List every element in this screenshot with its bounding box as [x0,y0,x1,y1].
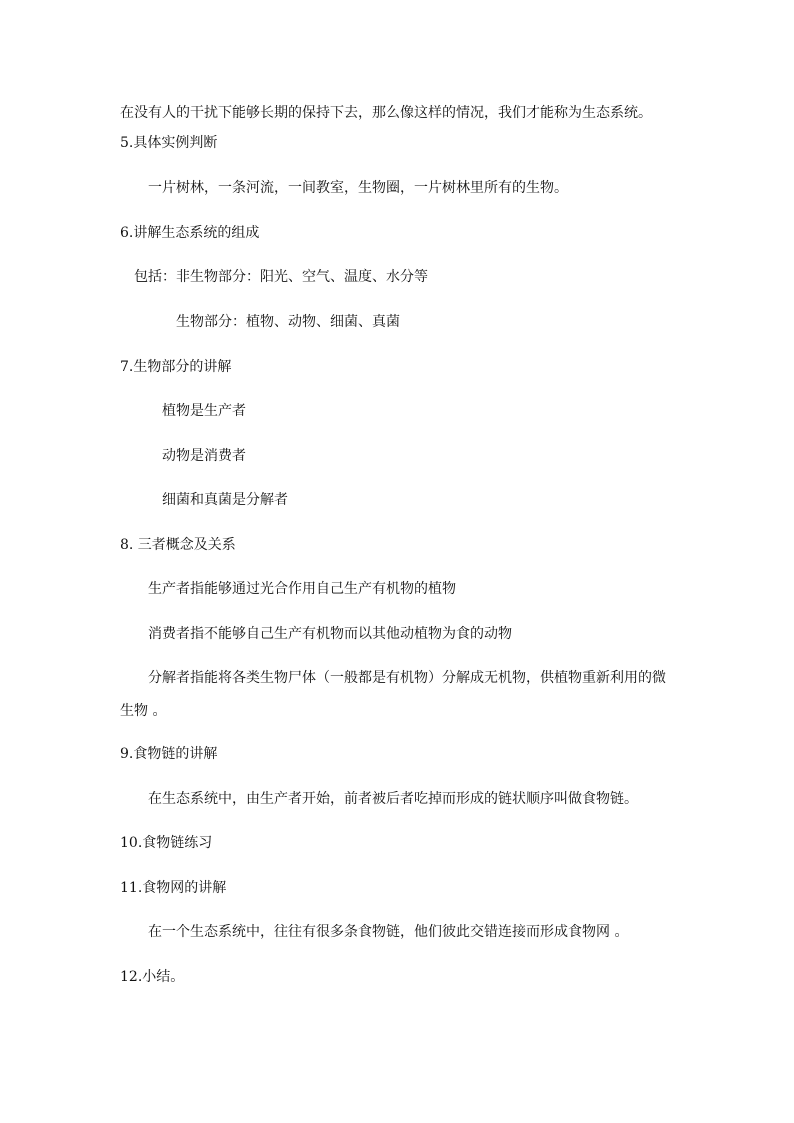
section-heading: 5.具体实例判断 [120,135,218,151]
paragraph-text: 生产者指能够通过光合作用自己生产有机物的植物 [148,581,456,597]
list-item: 动物是消费者 [162,448,246,464]
paragraph-text: 一片树林，一条河流，一间教室，生物圈，一片树林里所有的生物。 [148,180,568,196]
list-item: 植物是生产者 [162,403,246,419]
section-heading: 7.生物部分的讲解 [120,359,232,375]
section-heading: 9.食物链的讲解 [120,746,218,762]
section-heading: 11.食物网的讲解 [120,880,227,896]
section-heading: 8. 三者概念及关系 [120,537,236,553]
paragraph-text: 在没有人的干扰下能够长期的保持下去，那么像这样的情况，我们才能称为生态系统。 [120,105,652,121]
paragraph-text: 在生态系统中，由生产者开始，前者被后者吃掉而形成的链状顺序叫做食物链。 [148,791,638,807]
section-heading: 6.讲解生态系统的组成 [120,225,260,241]
section-heading: 10.食物链练习 [120,835,213,851]
paragraph-text: 生物部分：植物、动物、细菌、真菌 [176,314,400,330]
paragraph-text: 在一个生态系统中，往往有很多条食物链，他们彼此交错连接而形成食物网 。 [148,924,629,940]
list-item: 细菌和真菌是分解者 [162,492,288,508]
section-heading: 12.小结。 [120,969,185,985]
paragraph-text: 分解者指能将各类生物尸体（一般都是有机物）分解成无机物，供植物重新利用的微 [148,670,666,686]
paragraph-text: 生物 。 [120,703,167,719]
paragraph-text: 包括：非生物部分：阳光、空气、温度、水分等 [134,269,428,285]
paragraph-text: 消费者指不能够自己生产有机物而以其他动植物为食的动物 [148,626,512,642]
